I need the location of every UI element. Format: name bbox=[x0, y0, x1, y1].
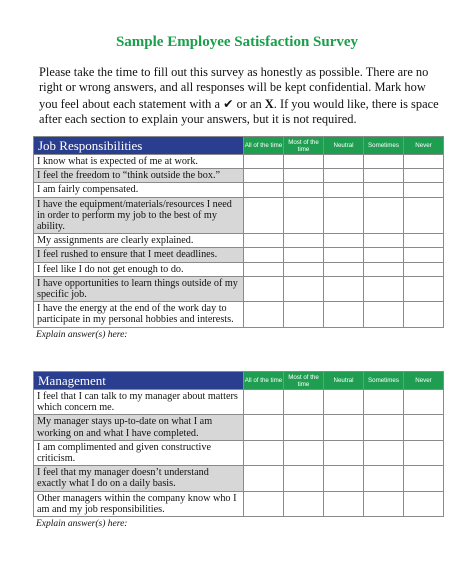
response-cell-most-of-the-time[interactable] bbox=[284, 390, 324, 415]
check-mark-icon: ✔ bbox=[223, 95, 234, 111]
table-row bbox=[34, 183, 444, 197]
response-cell-most-of-the-time[interactable] bbox=[284, 440, 324, 465]
table-row bbox=[34, 466, 444, 491]
response-cell-neutral[interactable] bbox=[324, 197, 364, 234]
response-cell-neutral[interactable] bbox=[324, 234, 364, 248]
response-cell-all-of-the-time[interactable] bbox=[244, 390, 284, 415]
response-cell-sometimes[interactable] bbox=[364, 234, 404, 248]
section-title: Management bbox=[34, 372, 244, 390]
option-header-all-of-the-time: All of the time bbox=[244, 137, 284, 155]
response-cell-all-of-the-time[interactable] bbox=[244, 183, 284, 197]
response-cell-sometimes[interactable] bbox=[364, 155, 404, 169]
response-cell-sometimes[interactable] bbox=[364, 183, 404, 197]
option-header-neutral: Neutral bbox=[324, 137, 364, 155]
response-cell-sometimes[interactable] bbox=[364, 248, 404, 262]
option-header-sometimes: Sometimes bbox=[364, 372, 404, 390]
response-cell-neutral[interactable] bbox=[324, 466, 364, 491]
survey-table bbox=[33, 136, 444, 328]
response-cell-most-of-the-time[interactable] bbox=[284, 169, 324, 183]
response-cell-most-of-the-time[interactable] bbox=[284, 234, 324, 248]
table-row bbox=[34, 415, 444, 440]
table-header-row bbox=[34, 137, 444, 155]
survey-intro bbox=[39, 65, 439, 128]
section-management bbox=[33, 371, 443, 529]
response-cell-never[interactable] bbox=[404, 155, 444, 169]
response-cell-sometimes[interactable] bbox=[364, 302, 404, 327]
option-header-never: Never bbox=[404, 137, 444, 155]
response-cell-never[interactable] bbox=[404, 197, 444, 234]
response-cell-most-of-the-time[interactable] bbox=[284, 302, 324, 327]
table-row bbox=[34, 197, 444, 234]
response-cell-sometimes[interactable] bbox=[364, 390, 404, 415]
table-row bbox=[34, 155, 444, 169]
response-cell-all-of-the-time[interactable] bbox=[244, 262, 284, 276]
statement-text: I am complimented and given constructive criticism. bbox=[34, 440, 244, 465]
response-cell-never[interactable] bbox=[404, 248, 444, 262]
response-cell-all-of-the-time[interactable] bbox=[244, 440, 284, 465]
response-cell-neutral[interactable] bbox=[324, 440, 364, 465]
x-mark-icon: X bbox=[264, 96, 274, 111]
response-cell-sometimes[interactable] bbox=[364, 415, 404, 440]
statement-text: Other managers within the company know who I am and my job responsibilities. bbox=[34, 491, 244, 516]
response-cell-never[interactable] bbox=[404, 491, 444, 516]
table-row bbox=[34, 248, 444, 262]
response-cell-neutral[interactable] bbox=[324, 155, 364, 169]
intro-text-start: Please take the time to fill out this survey as honestly as possible. There are no right or wrong answers, and all responses will be kept confidential. Mark how you feel about each statement with a bbox=[39, 65, 429, 111]
table-row bbox=[34, 169, 444, 183]
response-cell-neutral[interactable] bbox=[324, 248, 364, 262]
response-cell-all-of-the-time[interactable] bbox=[244, 169, 284, 183]
response-cell-most-of-the-time[interactable] bbox=[284, 183, 324, 197]
response-cell-most-of-the-time[interactable] bbox=[284, 466, 324, 491]
statement-text: I feel that I can talk to my manager about matters which concern me. bbox=[34, 390, 244, 415]
response-cell-never[interactable] bbox=[404, 276, 444, 301]
survey-title: Sample Employee Satisfaction Survey bbox=[115, 34, 359, 50]
response-cell-never[interactable] bbox=[404, 234, 444, 248]
response-cell-all-of-the-time[interactable] bbox=[244, 466, 284, 491]
statement-text: My assignments are clearly explained. bbox=[34, 234, 244, 248]
statement-text: I have opportunities to learn things outside of my specific job. bbox=[34, 276, 244, 301]
statement-text: I feel that my manager doesn’t understand exactly what I do on a daily basis. bbox=[34, 466, 244, 491]
statement-text: I know what is expected of me at work. bbox=[34, 155, 244, 169]
response-cell-most-of-the-time[interactable] bbox=[284, 197, 324, 234]
statement-text: I am fairly compensated. bbox=[34, 183, 244, 197]
response-cell-neutral[interactable] bbox=[324, 415, 364, 440]
table-row bbox=[34, 440, 444, 465]
response-cell-never[interactable] bbox=[404, 169, 444, 183]
response-cell-most-of-the-time[interactable] bbox=[284, 276, 324, 301]
response-cell-all-of-the-time[interactable] bbox=[244, 197, 284, 234]
response-cell-sometimes[interactable] bbox=[364, 440, 404, 465]
table-row bbox=[34, 491, 444, 516]
response-cell-all-of-the-time[interactable] bbox=[244, 234, 284, 248]
response-cell-all-of-the-time[interactable] bbox=[244, 415, 284, 440]
table-row bbox=[34, 276, 444, 301]
section-job-responsibilities bbox=[33, 136, 443, 340]
statement-text: I have the energy at the end of the work day to participate in my personal hobbies and interests. bbox=[34, 302, 244, 327]
option-header-all-of-the-time: All of the time bbox=[244, 372, 284, 390]
statement-text: My manager stays up-to-date on what I am working on and what I have completed. bbox=[34, 415, 244, 440]
response-cell-sometimes[interactable] bbox=[364, 197, 404, 234]
option-header-most-of-the-time: Most of the time bbox=[284, 137, 324, 155]
intro-text-middle: or an bbox=[236, 96, 265, 111]
response-cell-sometimes[interactable] bbox=[364, 276, 404, 301]
response-cell-all-of-the-time[interactable] bbox=[244, 248, 284, 262]
response-cell-all-of-the-time[interactable] bbox=[244, 276, 284, 301]
response-cell-most-of-the-time[interactable] bbox=[284, 262, 324, 276]
survey-table bbox=[33, 371, 444, 517]
table-row bbox=[34, 390, 444, 415]
statement-text: I have the equipment/materials/resources I need in order to perform my job to the best of my ability. bbox=[34, 197, 244, 234]
response-cell-all-of-the-time[interactable] bbox=[244, 302, 284, 327]
response-cell-neutral[interactable] bbox=[324, 183, 364, 197]
explain-answers-label: Explain answer(s) here: bbox=[36, 329, 128, 340]
table-header-row bbox=[34, 372, 444, 390]
statement-text: I feel the freedom to “think outside the box.” bbox=[34, 169, 244, 183]
response-cell-all-of-the-time[interactable] bbox=[244, 491, 284, 516]
response-cell-neutral[interactable] bbox=[324, 390, 364, 415]
response-cell-never[interactable] bbox=[404, 466, 444, 491]
response-cell-neutral[interactable] bbox=[324, 169, 364, 183]
response-cell-never[interactable] bbox=[404, 440, 444, 465]
intro-text-end: . If you would like, there is space after each section to explain your answers, but it is not required. bbox=[39, 96, 439, 127]
response-cell-neutral[interactable] bbox=[324, 302, 364, 327]
response-cell-sometimes[interactable] bbox=[364, 491, 404, 516]
response-cell-neutral[interactable] bbox=[324, 276, 364, 301]
table-row bbox=[34, 302, 444, 327]
response-cell-most-of-the-time[interactable] bbox=[284, 415, 324, 440]
response-cell-never[interactable] bbox=[404, 390, 444, 415]
response-cell-most-of-the-time[interactable] bbox=[284, 491, 324, 516]
section-title: Job Responsibilities bbox=[34, 137, 244, 155]
response-cell-most-of-the-time[interactable] bbox=[284, 155, 324, 169]
option-header-most-of-the-time: Most of the time bbox=[284, 372, 324, 390]
explain-answers-label: Explain answer(s) here: bbox=[36, 519, 128, 530]
response-cell-most-of-the-time[interactable] bbox=[284, 248, 324, 262]
response-cell-never[interactable] bbox=[404, 183, 444, 197]
response-cell-sometimes[interactable] bbox=[364, 466, 404, 491]
statement-text: I feel rushed to ensure that I meet deadlines. bbox=[34, 248, 244, 262]
option-header-neutral: Neutral bbox=[324, 372, 364, 390]
option-header-sometimes: Sometimes bbox=[364, 137, 404, 155]
table-row bbox=[34, 262, 444, 276]
table-row bbox=[34, 234, 444, 248]
response-cell-sometimes[interactable] bbox=[364, 169, 404, 183]
response-cell-all-of-the-time[interactable] bbox=[244, 155, 284, 169]
option-header-never: Never bbox=[404, 372, 444, 390]
response-cell-never[interactable] bbox=[404, 302, 444, 327]
statement-text: I feel like I do not get enough to do. bbox=[34, 262, 244, 276]
response-cell-never[interactable] bbox=[404, 415, 444, 440]
response-cell-never[interactable] bbox=[404, 262, 444, 276]
response-cell-neutral[interactable] bbox=[324, 491, 364, 516]
response-cell-neutral[interactable] bbox=[324, 262, 364, 276]
response-cell-sometimes[interactable] bbox=[364, 262, 404, 276]
